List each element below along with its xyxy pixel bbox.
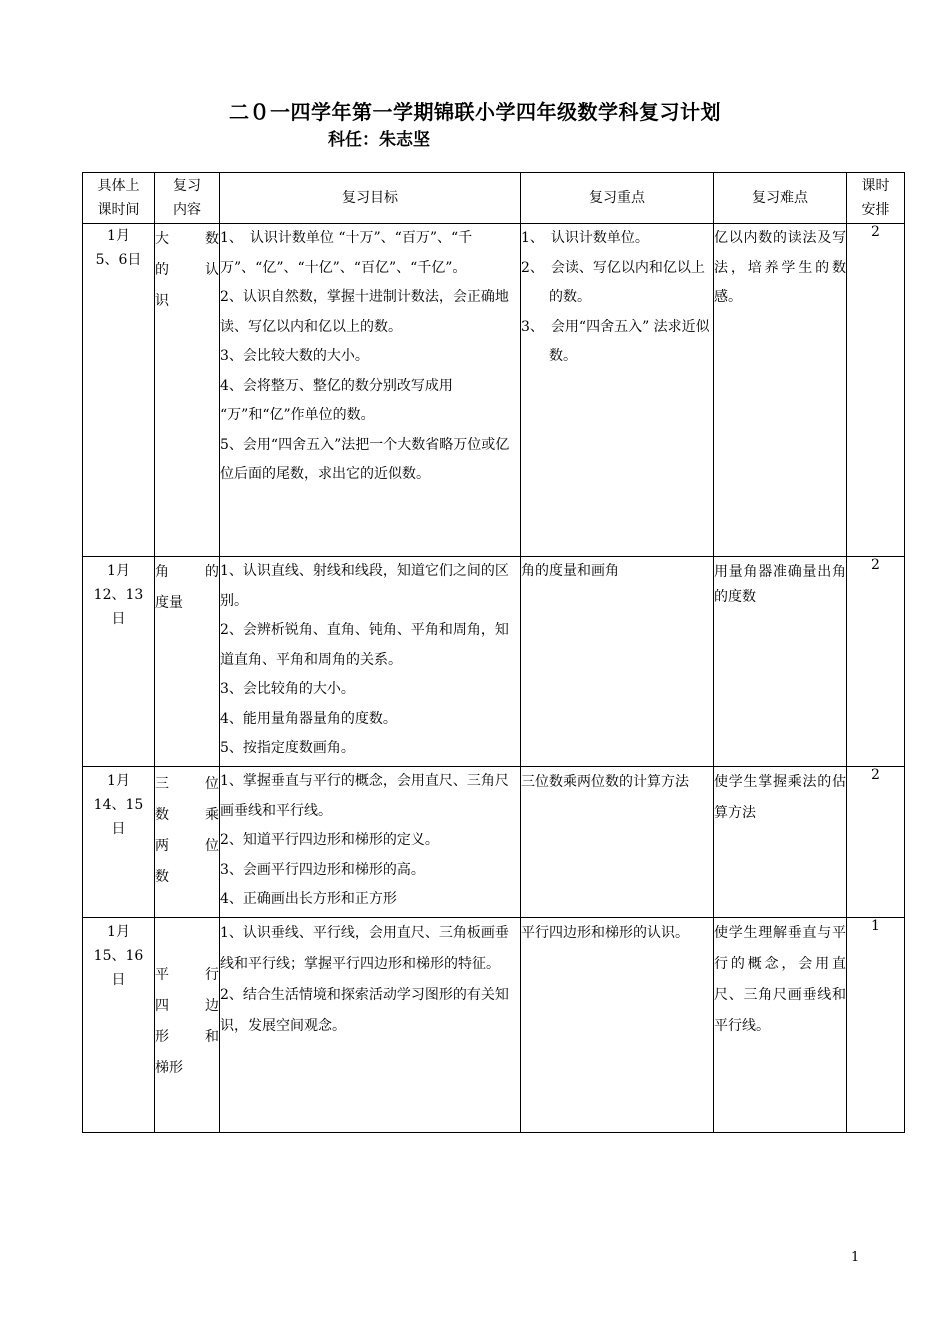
cell-content: 三 位 数 乘 两 位 数 (155, 767, 220, 918)
cell-keys: 1、 认识计数单位。 2、 会读、写亿以内和亿以上的数。 3、 会用“四舍五入” 法求近似数。 (521, 224, 714, 557)
page-number: 1 (851, 1250, 860, 1265)
cell-goals: 1、认识直线、射线和线段，知道它们之间的区别。 2、会辨析锐角、直角、钝角、平角和周角，知道直角、平角和周角的关系。 3、会比较角的大小。 4、能用量角器量角的度数。 5、按指定度数画角。 (220, 557, 521, 767)
cell-content: 大 数 的 认 识 (155, 224, 220, 557)
cell-keys: 平行四边形和梯形的认识。 (521, 918, 714, 1133)
cell-time: 1月 14、15 日 (83, 767, 155, 918)
cell-content: 平 行 四 边 形 和 梯形 (155, 918, 220, 1133)
cell-goals: 1、 认识计数单位 “十万”、“百万”、“千万”、“亿”、“十亿”、“百亿”、“千亿”。 2、认识自然数，掌握十进制计数法，会正确地读、写亿以内和亿以上的数。 3、会比较大数的大小。 4、会将整万、整亿的数分别改写成用 “万”和“亿”作单位的数。 5、会用“四舍五入”法把一个大数省略万位或亿位后面的尾数，求出它的近似数。 (220, 224, 521, 557)
header-time: 具体上 课时间 (83, 173, 155, 224)
table-header-row (83, 173, 905, 224)
cell-goals: 1、认识垂线、平行线，会用直尺、三角板画垂线和平行线；掌握平行四边形和梯形的特征。 2、结合生活情境和探索活动学习图形的有关知识，发展空间观念。 (220, 918, 521, 1133)
cell-hours: 2 (847, 557, 905, 767)
cell-difficulty: 使学生理解垂直与平行的概念，会用直尺、三角尺画垂线和平行线。 (714, 918, 847, 1133)
table-row (83, 224, 905, 557)
teacher-name: 科任：朱志坚 (328, 130, 430, 150)
cell-hours: 2 (847, 224, 905, 557)
cell-goals: 1、掌握垂直与平行的概念，会用直尺、三角尺画垂线和平行线。 2、知道平行四边形和梯形的定义。 3、会画平行四边形和梯形的高。 4、正确画出长方形和正方形 (220, 767, 521, 918)
cell-time: 1月 15、16 日 (83, 918, 155, 1133)
cell-keys: 角的度量和画角 (521, 557, 714, 767)
header-key: 复习重点 (521, 173, 714, 224)
header-difficulty: 复习难点 (714, 173, 847, 224)
header-hours: 课时 安排 (847, 173, 905, 224)
cell-difficulty: 用量角器准确量出角的度数 (714, 557, 847, 767)
cell-hours: 2 (847, 767, 905, 918)
header-content: 复习 内容 (155, 173, 220, 224)
cell-hours: 1 (847, 918, 905, 1133)
cell-time: 1月 12、13 日 (83, 557, 155, 767)
table-row (83, 557, 905, 767)
cell-keys: 三位数乘两位数的计算方法 (521, 767, 714, 918)
header-goal: 复习目标 (220, 173, 521, 224)
cell-difficulty: 亿以内数的读法及写法，培养学生的数感。 (714, 224, 847, 557)
cell-time: 1月 5、6日 (83, 224, 155, 557)
cell-difficulty: 使学生掌握乘法的估算方法 (714, 767, 847, 918)
table-row (83, 918, 905, 1133)
table-row (83, 767, 905, 918)
cell-content: 角 的 度量 (155, 557, 220, 767)
review-plan-table (82, 172, 905, 1133)
document-title: 二０一四学年第一学期锦联小学四年级数学科复习计划 (229, 100, 721, 124)
